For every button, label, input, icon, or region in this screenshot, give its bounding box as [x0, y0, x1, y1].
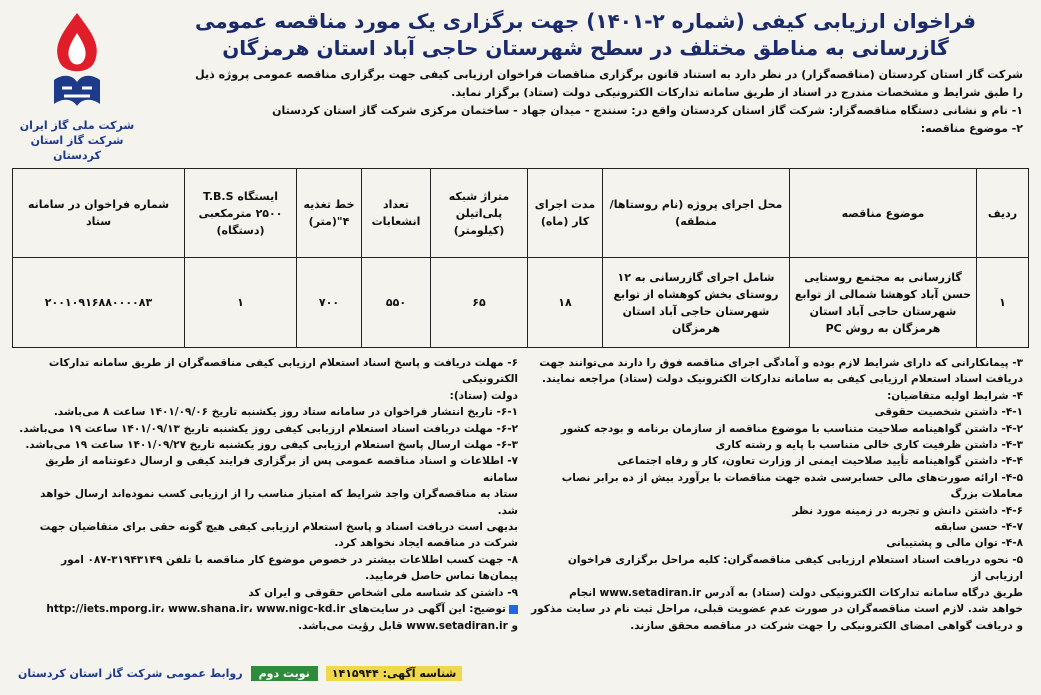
cell-feed-line: ۷۰۰	[297, 258, 362, 348]
body-line: ۳- پیمانکارانی که دارای شرایط لازم بوده و آمادگی اجرای مناقصه فوق را دارند می‌توانند جهت	[539, 357, 1023, 369]
logo-text-kurdistan: شرکت گاز استان کردستان	[30, 134, 124, 162]
company-logo	[12, 8, 142, 170]
body-line: ۶- مهلت دریافت و پاسخ اسناد استعلام ارزیابی کیفی مناقصه‌گران از طریق سامانه تدارکات الکترونیکی	[48, 357, 518, 386]
note-square-icon	[509, 605, 518, 614]
body-line: ۴-۵- ارائه صورت‌های مالی حسابرسی شده جهت مناقصات با برآورد بیش از ده برابر نصاب	[561, 471, 1023, 484]
body-line: معاملات بزرگ	[950, 488, 1023, 501]
cell-tbs-station: ۱	[185, 258, 297, 348]
cell-duration: ۱۸	[528, 258, 603, 348]
intro-line: ۱- نام و نشانی دستگاه مناقصه‌گزار: شرکت گاز استان کردستان واقع در: سنندج - میدان جهاد - ساختمان مرکزی شرکت گاز استان کردستان	[272, 104, 1023, 117]
table-header-row	[13, 169, 1029, 258]
body-line: طریق درگاه سامانه تدارکات الکترونیکی دولت (ستاد) به آدرس www.setadiran.ir انجام	[569, 586, 1023, 599]
intro-line: را طبق شرایط و مشخصات مندرج در اسناد از طریق سامانه تدارکات الکترونیکی دولت (ستاد) برگزار نماید.	[451, 86, 1023, 99]
note-text: توضیح: این آگهی در سایت‌های http://iets.mporg.ir، www.shana.ir، www.nigc-kd.ir	[46, 603, 506, 616]
intro-line: ۲- موضوع مناقصه:	[920, 122, 1023, 135]
logo-text-nigc: شرکت ملی گاز ایران	[19, 119, 135, 132]
body-line: ۴-۱- داشتن شخصیت حقوقی	[874, 406, 1023, 419]
body-line: خواهد شد. لازم است مناقصه‌گران در صورت عدم عضویت قبلی، مراحل ثبت نام در سایت مذکور	[531, 603, 1023, 616]
body-line: ستاد به مناقصه‌گران واجد شرایط که امتیاز مناسب را از ارزیابی کسب نموده‌اند ارسال خواهد شد.	[40, 488, 518, 517]
header-network-length: متراژ شبکه پلی‌اتیلن (کیلومتر)	[431, 169, 528, 258]
header-duration: مدت اجرای کار (ماه)	[528, 169, 603, 258]
cell-branches: ۵۵۰	[362, 258, 431, 348]
ad-id-badge: شناسه آگهی: ۱۴۱۵۹۴۴	[326, 666, 463, 681]
body-line: دولت (ستاد):	[449, 389, 518, 402]
cell-row-number: ۱	[977, 258, 1029, 348]
cell-call-number: ۲۰۰۱۰۹۱۶۸۸۰۰۰۰۸۳	[13, 258, 185, 348]
round-badge: نوبت دوم	[251, 666, 318, 681]
title-line-1: فراخوان ارزیابی کیفی (شماره ۲-۱۴۰۱) جهت برگزاری یک مورد مناقصه عمومی	[195, 9, 976, 33]
body-line: ۶-۳- مهلت ارسال پاسخ استعلام ارزیابی کیفی روز یکشنبه تاریخ ۱۴۰۱/۰۹/۲۷ ساعت ۱۹ می‌باشد.	[25, 439, 518, 452]
body-line: ۴-۲- داشتن گواهینامه صلاحیت متناسب با موضوع مناقصه از سازمان برنامه و بودجه کشور	[560, 422, 1023, 435]
notice-body	[18, 355, 1023, 634]
conditions-column	[518, 355, 1023, 634]
note-line	[18, 601, 518, 617]
body-line: ۴-۴- داشتن گواهینامه تأیید صلاحیت ایمنی از وزارت تعاون، کار و رفاه اجتماعی	[617, 455, 1023, 468]
body-line: ۶-۱- تاریخ انتشار فراخوان در سامانه ستاد روز یکشنبه تاریخ ۱۴۰۱/۰۹/۰۶ ساعت ۸ می‌باشد.	[53, 406, 518, 419]
cell-network-length: ۶۵	[431, 258, 528, 348]
flame-logo-icon	[42, 8, 112, 118]
body-line: شرکت در مناقصه ایجاد نخواهد کرد.	[334, 537, 518, 550]
table-row	[13, 258, 1029, 348]
body-line: بدیهی است دریافت اسناد و پاسخ استعلام ارزیابی کیفی هیچ گونه حقی برای متقاضیان جهت	[39, 521, 518, 534]
header-subject: موضوع مناقصه	[790, 169, 977, 258]
header-tbs-station: ایستگاه T.B.S ۲۵۰۰ مترمکعبی (دستگاه)	[185, 169, 297, 258]
publisher-label: روابط عمومی شرکت گاز استان کردستان	[18, 667, 243, 680]
body-line: ۸- جهت کسب اطلاعات بیشتر در خصوص موضوع کار مناقصه با تلفن ۳۱۹۴۳۱۴۹-۰۸۷ امور	[61, 553, 518, 566]
body-line: ۷- اطلاعات و اسناد مناقصه عمومی پس از برگزاری فرایند کیفی و ارسال دعوتنامه از طریق سامانه	[45, 455, 518, 484]
cell-location: شامل اجرای گازرسانی به ۱۲ روستای بخش کوهشاه از توابع شهرستان حاجی آباد استان هرمزگان	[603, 258, 790, 348]
intro-line: شرکت گاز استان کردستان (مناقصه‌گزار) در نظر دارد به استناد قانون برگزاری مناقصات فراخوان ارزیابی کیفی جهت برگزاری مناقصه عمومی پروژه ذیل	[195, 68, 1023, 81]
body-line: ۵- نحوه دریافت اسناد استعلام ارزیابی کیفی مناقصه‌گران: کلیه مراحل برگزاری فراخوان ارزیابی از	[567, 553, 1023, 583]
cell-subject: گازرسانی به مجتمع روستایی حسن آباد کوهشا شمالی از توابع شهرستان حاجی آباد استان هرمزگان به روش PC	[790, 258, 977, 348]
body-line: ۴-۳- داشتن ظرفیت کاری خالی متناسب با پایه و رشته کاری	[715, 439, 1023, 452]
body-line: دریافت اسناد استعلام ارزیابی کیفی به سامانه تدارکات الکترونیک دولت (ستاد) مراجعه نمایند.	[541, 373, 1023, 386]
body-line: ۴-۸- توان مالی و پشتیبانی	[886, 537, 1023, 550]
intro-paragraph	[150, 66, 1023, 138]
body-line: و www.setadiran.ir قابل رؤیت می‌باشد.	[298, 619, 518, 632]
body-line: پیمان‌ها تماس حاصل فرمایید.	[365, 570, 518, 583]
header-location: محل اجرای پروژه (نام روستاها/منطقه)	[603, 169, 790, 258]
body-line: ۴- شرایط اولیه متقاضیان:	[887, 389, 1023, 402]
notice-footer	[18, 666, 462, 681]
notice-title	[150, 8, 1021, 62]
header-row-number: ردیف	[977, 169, 1029, 258]
body-line: ۴-۷- حسن سابقه	[934, 521, 1023, 534]
body-line: ۶-۲- مهلت دریافت اسناد استعلام ارزیابی کیفی روز یکشنبه تاریخ ۱۴۰۱/۰۹/۱۳ ساعت ۱۹ می‌باشد.	[19, 422, 518, 435]
tender-table	[12, 168, 1029, 348]
body-line: ۴-۶- داشتن دانش و تجربه در زمینه مورد نظر	[792, 504, 1023, 517]
header-feed-line: خط تغذیه ۴"(متر)	[297, 169, 362, 258]
header-call-number: شماره فراخوان در سامانه ستاد	[13, 169, 185, 258]
deadlines-column	[18, 355, 518, 634]
body-line: ۹- داشتن کد شناسه ملی اشخاص حقوقی و ایران کد	[248, 586, 518, 599]
header-branches: تعداد انشعابات	[362, 169, 431, 258]
title-line-2: گازرسانی به مناطق مختلف در سطح شهرستان حاجی آباد استان هرمزگان	[222, 36, 949, 60]
body-line: و دریافت گواهی امضای الکترونیکی را جهت شرکت در مناقصه محقق سازند.	[630, 619, 1023, 632]
